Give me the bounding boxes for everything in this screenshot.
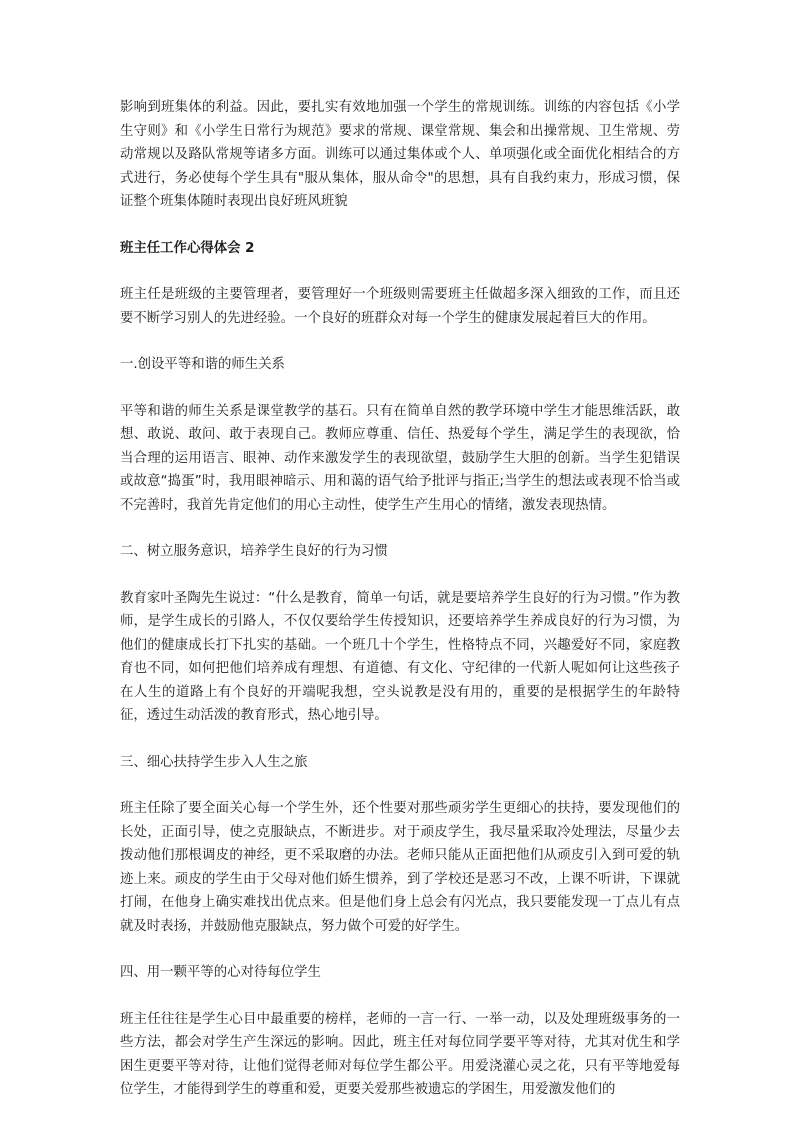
heading-three: 三、细心扶持学生步入人生之旅: [120, 754, 308, 770]
document-page: [120, 96, 680, 1125]
paragraph-one: 平等和谐的师生关系是课堂教学的基石。只有在简单自然的教学环境中学生才能思维活跃，敢想、敢说、敢问、敢于表现自己。教师应尊重、信任、热爱每个学生，满足学生的表现欲，恰当合理的运用语言、眼神、动作来激发学生的表现欲望，鼓励学生大胆的创新。当学生犯错误或故意“捣蛋”时，我用眼神暗示、用和蔼的语气给予批评与指正;当学生的想法或表现不恰当或不完善时，我首先肯定他们的用心主动性，使学生产生用心的情绪，激发表现热情。: [120, 403, 680, 513]
paragraph-four: 班主任往往是学生心目中最重要的榜样，老师的一言一行、一举一动，以及处理班级事务的一些方法，都会对学生产生深远的影响。因此，班主任对每位同学要平等对待，尤其对优生和学困生更要平等对待，让他们觉得老师对每位学生都公平。用爱浇灌心灵之花，只有平等地爱每位学生，才能得到学生的尊重和爱，更要关爱那些被遗忘的学困生，用爱激发他们的: [120, 1011, 680, 1097]
paragraph-two: 教育家叶圣陶先生说过：“什么是教育，简单一句话，就是要培养学生良好的行为习惯。”作为教师，是学生成长的引路人，不仅仅要给学生传授知识，还要培养学生养成良好的行为习惯，为他们的健康成长打下扎实的基础。一个班几十个学生，性格特点不同，兴趣爱好不同，家庭教育也不同，如何把他们培养成有理想、有道德、有文化、守纪律的一代新人呢如何让这些孩子在人生的道路上有个良好的开端呢我想，空头说教是没有用的，重要的是根据学生的年龄特征，透过生动活泼的教育形式，热心地引导。: [120, 590, 680, 723]
paragraph-intro: 班主任是班级的主要管理者，要管理好一个班级则需要班主任做超多深入细致的工作，而且还要不断学习别人的先进经验。一个良好的班群众对每一个学生的健康发展起着巨大的作用。: [120, 287, 680, 326]
heading-one: 一.创设平等和谐的师生关系: [120, 357, 285, 372]
heading-four: 四、用一颗平等的心对待每位学生: [120, 965, 321, 980]
heading-two: 二、树立服务意识，培养学生良好的行为习惯: [120, 544, 388, 559]
section-title: 班主任工作心得体会 2: [120, 240, 255, 256]
paragraph-continuation: 影响到班集体的利益。因此，要扎实有效地加强一个学生的常规训练。训练的内容包括《小学生守则》和《小学生日常行为规范》要求的常规、课堂常规、集会和出操常规、卫生常规、劳动常规以及路队常规等诸多方面。训练可以通过集体或个人、单项强化或全面优化相结合的方式进行，务必使每个学生具有"服从集体，服从命令"的思想，具有自我约束力，形成习惯，保证整个班集体随时表现出良好班风班貌: [120, 100, 680, 209]
paragraph-three: 班主任除了要全面关心每一个学生外，还个性要对那些顽劣学生更细心的扶持，要发现他们的长处，正面引导，使之克服缺点，不断进步。对于顽皮学生，我尽量采取冷处理法，尽量少去拨动他们那根调皮的神经，更不采取磨的办法。老师只能从正面把他们从顽皮引入到可爱的轨迹上来。顽皮的学生由于父母对他们娇生惯养，到了学校还是恶习不改，上课不听讲，下课就打闹，在他身上确实难找出优点来。但是他们身上总会有闪光点，我只要能发现一丁点儿有点就及时表扬，并鼓励他克服缺点，努力做个可爱的好学生。: [120, 801, 680, 934]
